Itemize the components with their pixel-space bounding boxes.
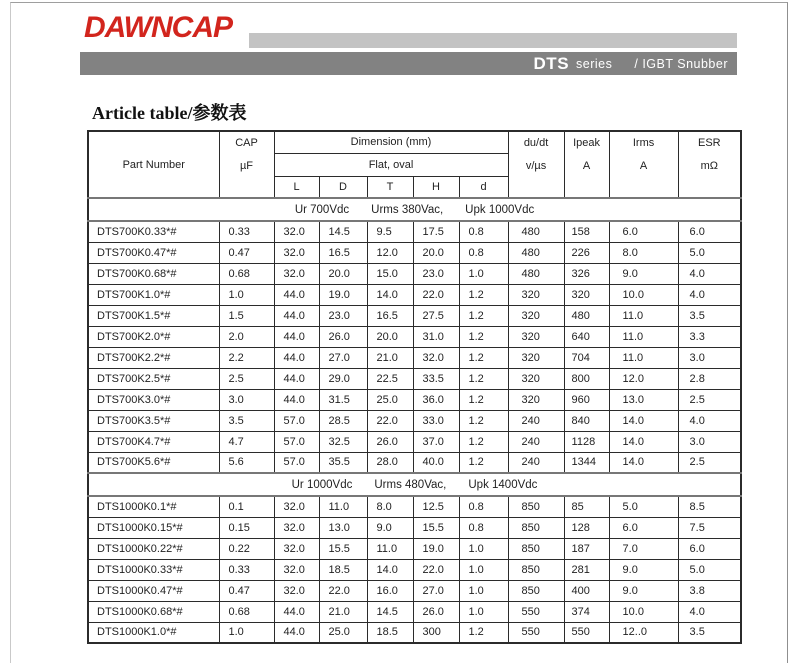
value-cell: 1.2 — [459, 389, 508, 410]
voltage-section-row — [88, 198, 741, 221]
value-cell: 480 — [508, 263, 564, 284]
value-cell: 33.0 — [413, 410, 459, 431]
table-row — [88, 431, 741, 452]
value-cell: 11.0 — [367, 538, 413, 559]
value-cell: 44.0 — [274, 368, 319, 389]
value-cell: 5.6 — [219, 452, 274, 473]
value-cell: 22.0 — [367, 410, 413, 431]
value-cell: 12.5 — [413, 496, 459, 517]
section-title-part: Upk 1400Vdc — [468, 478, 538, 491]
part-number-cell: DTS700K0.47*# — [88, 242, 219, 263]
value-cell: 1.2 — [459, 305, 508, 326]
value-cell: 2.5 — [219, 368, 274, 389]
part-number-cell: DTS1000K0.47*# — [88, 580, 219, 601]
value-cell: 850 — [508, 496, 564, 517]
section-title-part: Ur 1000Vdc — [291, 478, 353, 491]
value-cell: 22.0 — [319, 580, 367, 601]
part-number-cell: DTS700K4.7*# — [88, 431, 219, 452]
value-cell: 15.5 — [319, 538, 367, 559]
dudt-label: du/dt — [523, 137, 549, 149]
value-cell: 20.0 — [319, 263, 367, 284]
value-cell: 21.0 — [319, 601, 367, 622]
value-cell: 1.2 — [459, 410, 508, 431]
value-cell: 13.0 — [609, 389, 678, 410]
value-cell: 400 — [564, 580, 609, 601]
voltage-section-row — [88, 473, 741, 496]
value-cell: 0.8 — [459, 517, 508, 538]
value-cell: 32.0 — [274, 580, 319, 601]
value-cell: 281 — [564, 559, 609, 580]
value-cell: 1.2 — [459, 431, 508, 452]
col-header-ipeak — [564, 131, 609, 198]
ipeak-unit: A — [582, 159, 591, 172]
value-cell: 0.8 — [459, 221, 508, 242]
value-cell: 9.0 — [609, 580, 678, 601]
value-cell: 240 — [508, 431, 564, 452]
value-cell: 31.0 — [413, 326, 459, 347]
value-cell: 320 — [508, 368, 564, 389]
value-cell: 4.0 — [678, 263, 741, 284]
value-cell: 3.0 — [219, 389, 274, 410]
value-cell: 37.0 — [413, 431, 459, 452]
value-cell: 0.68 — [219, 601, 274, 622]
part-number-cell: DTS700K2.5*# — [88, 368, 219, 389]
value-cell: 2.0 — [219, 326, 274, 347]
value-cell: 240 — [508, 452, 564, 473]
value-cell: 4.0 — [678, 284, 741, 305]
part-number-cell: DTS1000K0.68*# — [88, 601, 219, 622]
value-cell: 40.0 — [413, 452, 459, 473]
value-cell: 26.0 — [413, 601, 459, 622]
value-cell: 14.0 — [367, 559, 413, 580]
value-cell: 5.0 — [678, 559, 741, 580]
series-word: series — [576, 56, 613, 71]
value-cell: 320 — [564, 284, 609, 305]
value-cell: 1.0 — [459, 538, 508, 559]
series-name: DTS — [533, 53, 570, 73]
col-header-cap — [219, 131, 274, 198]
value-cell: 550 — [564, 622, 609, 643]
value-cell: 850 — [508, 517, 564, 538]
table-row — [88, 263, 741, 284]
part-number-cell: DTS700K1.5*# — [88, 305, 219, 326]
value-cell: 1.2 — [459, 622, 508, 643]
value-cell: 1.0 — [459, 580, 508, 601]
value-cell: 326 — [564, 263, 609, 284]
value-cell: 57.0 — [274, 410, 319, 431]
value-cell: 0.33 — [219, 559, 274, 580]
value-cell: 22.0 — [413, 284, 459, 305]
value-cell: 1.5 — [219, 305, 274, 326]
esr-label: ESR — [697, 137, 721, 149]
value-cell: 1.2 — [459, 347, 508, 368]
series-title-bar — [80, 52, 737, 75]
value-cell: 25.0 — [319, 622, 367, 643]
value-cell: 1344 — [564, 452, 609, 473]
value-cell: 14.5 — [319, 221, 367, 242]
value-cell: 44.0 — [274, 284, 319, 305]
value-cell: 840 — [564, 410, 609, 431]
value-cell: 44.0 — [274, 347, 319, 368]
value-cell: 23.0 — [319, 305, 367, 326]
value-cell: 0.22 — [219, 538, 274, 559]
value-cell: 35.5 — [319, 452, 367, 473]
table-row — [88, 347, 741, 368]
value-cell: 6.0 — [609, 517, 678, 538]
value-cell: 320 — [508, 389, 564, 410]
value-cell: 5.0 — [678, 242, 741, 263]
value-cell: 640 — [564, 326, 609, 347]
table-row — [88, 496, 741, 517]
table-row — [88, 305, 741, 326]
value-cell: 27.5 — [413, 305, 459, 326]
col-header-flat-oval: Flat, oval — [274, 153, 508, 176]
value-cell: 4.0 — [678, 410, 741, 431]
col-header-H: H — [413, 176, 459, 198]
value-cell: 3.0 — [678, 347, 741, 368]
value-cell: 3.3 — [678, 326, 741, 347]
part-number-cell: DTS1000K1.0*# — [88, 622, 219, 643]
esr-unit: mΩ — [700, 159, 718, 172]
value-cell: 14.0 — [609, 452, 678, 473]
value-cell: 1.0 — [219, 622, 274, 643]
col-header-esr — [678, 131, 741, 198]
brand-logo: DAWNCAP — [84, 11, 232, 44]
value-cell: 1.0 — [459, 559, 508, 580]
cap-unit-top: CAP — [235, 137, 258, 149]
table-row — [88, 601, 741, 622]
value-cell: 0.47 — [219, 242, 274, 263]
value-cell: 0.1 — [219, 496, 274, 517]
value-cell: 11.0 — [319, 496, 367, 517]
value-cell: 300 — [413, 622, 459, 643]
dudt-unit: v/µs — [525, 159, 547, 172]
value-cell: 6.0 — [678, 221, 741, 242]
table-row — [88, 368, 741, 389]
value-cell: 44.0 — [274, 601, 319, 622]
value-cell: 57.0 — [274, 452, 319, 473]
table-row — [88, 517, 741, 538]
irms-label: Irms — [632, 137, 655, 149]
value-cell: 0.47 — [219, 580, 274, 601]
value-cell: 3.5 — [678, 622, 741, 643]
value-cell: 14.0 — [609, 431, 678, 452]
value-cell: 15.5 — [413, 517, 459, 538]
part-number-cell: DTS700K0.68*# — [88, 263, 219, 284]
part-number-cell: DTS700K3.0*# — [88, 389, 219, 410]
value-cell: 11.0 — [609, 347, 678, 368]
value-cell: 850 — [508, 559, 564, 580]
value-cell: 17.5 — [413, 221, 459, 242]
value-cell: 2.5 — [678, 452, 741, 473]
value-cell: 27.0 — [319, 347, 367, 368]
series-product: / IGBT Snubber — [634, 56, 728, 71]
value-cell: 11.0 — [609, 305, 678, 326]
page-title: Article table/参数表 — [92, 103, 247, 123]
value-cell: 25.0 — [367, 389, 413, 410]
section-title-part: Ur 700Vdc — [294, 203, 350, 216]
ipeak-label: Ipeak — [573, 137, 600, 149]
table-body — [88, 198, 741, 643]
value-cell: 0.68 — [219, 263, 274, 284]
value-cell: 22.5 — [367, 368, 413, 389]
irms-unit: A — [639, 159, 648, 172]
value-cell: 18.5 — [367, 622, 413, 643]
part-number-cell: DTS1000K0.33*# — [88, 559, 219, 580]
value-cell: 550 — [508, 622, 564, 643]
value-cell: 32.0 — [413, 347, 459, 368]
value-cell: 128 — [564, 517, 609, 538]
value-cell: 7.0 — [609, 538, 678, 559]
value-cell: 44.0 — [274, 326, 319, 347]
value-cell: 2.8 — [678, 368, 741, 389]
value-cell: 226 — [564, 242, 609, 263]
value-cell: 57.0 — [274, 431, 319, 452]
value-cell: 158 — [564, 221, 609, 242]
value-cell: 960 — [564, 389, 609, 410]
value-cell: 4.7 — [219, 431, 274, 452]
col-header-D: D — [319, 176, 367, 198]
value-cell: 44.0 — [274, 305, 319, 326]
value-cell: 9.0 — [367, 517, 413, 538]
value-cell: 10.0 — [609, 284, 678, 305]
value-cell: 18.5 — [319, 559, 367, 580]
value-cell: 480 — [508, 242, 564, 263]
value-cell: 320 — [508, 347, 564, 368]
value-cell: 1.2 — [459, 368, 508, 389]
value-cell: 26.0 — [319, 326, 367, 347]
value-cell: 3.0 — [678, 431, 741, 452]
col-header-d: d — [459, 176, 508, 198]
value-cell: 8.0 — [609, 242, 678, 263]
part-number-cell: DTS1000K0.22*# — [88, 538, 219, 559]
value-cell: 15.0 — [367, 263, 413, 284]
value-cell: 1.0 — [459, 263, 508, 284]
col-header-T: T — [367, 176, 413, 198]
value-cell: 31.5 — [319, 389, 367, 410]
part-number-cell: DTS1000K0.1*# — [88, 496, 219, 517]
value-cell: 8.0 — [367, 496, 413, 517]
table-row — [88, 559, 741, 580]
value-cell: 1.2 — [459, 326, 508, 347]
value-cell: 0.8 — [459, 496, 508, 517]
value-cell: 240 — [508, 410, 564, 431]
value-cell: 0.15 — [219, 517, 274, 538]
value-cell: 13.0 — [319, 517, 367, 538]
value-cell: 32.0 — [274, 263, 319, 284]
article-table — [87, 130, 742, 644]
value-cell: 28.5 — [319, 410, 367, 431]
table-row — [88, 221, 741, 242]
value-cell: 7.5 — [678, 517, 741, 538]
value-cell: 32.0 — [274, 242, 319, 263]
value-cell: 12.0 — [367, 242, 413, 263]
value-cell: 19.0 — [319, 284, 367, 305]
value-cell: 21.0 — [367, 347, 413, 368]
value-cell: 32.0 — [274, 221, 319, 242]
part-number-cell: DTS700K1.0*# — [88, 284, 219, 305]
value-cell: 3.5 — [678, 305, 741, 326]
value-cell: 12..0 — [609, 622, 678, 643]
value-cell: 4.0 — [678, 601, 741, 622]
table-header — [88, 131, 741, 198]
value-cell: 14.0 — [367, 284, 413, 305]
value-cell: 36.0 — [413, 389, 459, 410]
value-cell: 800 — [564, 368, 609, 389]
value-cell: 0.8 — [459, 242, 508, 263]
col-header-part-number: Part Number — [88, 131, 219, 198]
part-number-cell: DTS700K2.2*# — [88, 347, 219, 368]
value-cell: 850 — [508, 580, 564, 601]
value-cell: 16.0 — [367, 580, 413, 601]
value-cell: 16.5 — [319, 242, 367, 263]
table-row — [88, 538, 741, 559]
value-cell: 44.0 — [274, 622, 319, 643]
value-cell: 2.2 — [219, 347, 274, 368]
value-cell: 1.2 — [459, 284, 508, 305]
value-cell: 12.0 — [609, 368, 678, 389]
value-cell: 9.5 — [367, 221, 413, 242]
table-row — [88, 326, 741, 347]
value-cell: 320 — [508, 305, 564, 326]
value-cell: 6.0 — [609, 221, 678, 242]
value-cell: 32.0 — [274, 496, 319, 517]
value-cell: 320 — [508, 326, 564, 347]
table-row — [88, 580, 741, 601]
part-number-cell: DTS700K0.33*# — [88, 221, 219, 242]
value-cell: 3.5 — [219, 410, 274, 431]
value-cell: 6.0 — [678, 538, 741, 559]
value-cell: 33.5 — [413, 368, 459, 389]
value-cell: 1.2 — [459, 452, 508, 473]
value-cell: 23.0 — [413, 263, 459, 284]
value-cell: 550 — [508, 601, 564, 622]
section-title-part: Upk 1000Vdc — [465, 203, 535, 216]
value-cell: 0.33 — [219, 221, 274, 242]
value-cell: 187 — [564, 538, 609, 559]
value-cell: 1128 — [564, 431, 609, 452]
part-number-cell: DTS1000K0.15*# — [88, 517, 219, 538]
value-cell: 26.0 — [367, 431, 413, 452]
value-cell: 480 — [564, 305, 609, 326]
value-cell: 20.0 — [413, 242, 459, 263]
table-row — [88, 284, 741, 305]
value-cell: 1.0 — [219, 284, 274, 305]
table-row — [88, 622, 741, 643]
value-cell: 11.0 — [609, 326, 678, 347]
value-cell: 44.0 — [274, 389, 319, 410]
value-cell: 16.5 — [367, 305, 413, 326]
table-row — [88, 389, 741, 410]
col-header-L: L — [274, 176, 319, 198]
value-cell: 14.0 — [609, 410, 678, 431]
value-cell: 1.0 — [459, 601, 508, 622]
value-cell: 27.0 — [413, 580, 459, 601]
value-cell: 850 — [508, 538, 564, 559]
section-title-part: Urms 480Vac, — [374, 478, 447, 491]
col-header-dudt — [508, 131, 564, 198]
value-cell: 9.0 — [609, 559, 678, 580]
value-cell: 32.0 — [274, 559, 319, 580]
header-light-bar — [249, 33, 737, 48]
part-number-cell: DTS700K5.6*# — [88, 452, 219, 473]
value-cell: 32.0 — [274, 538, 319, 559]
value-cell: 20.0 — [367, 326, 413, 347]
value-cell: 480 — [508, 221, 564, 242]
value-cell: 22.0 — [413, 559, 459, 580]
value-cell: 29.0 — [319, 368, 367, 389]
value-cell: 32.5 — [319, 431, 367, 452]
value-cell: 2.5 — [678, 389, 741, 410]
value-cell: 14.5 — [367, 601, 413, 622]
value-cell: 85 — [564, 496, 609, 517]
value-cell: 8.5 — [678, 496, 741, 517]
value-cell: 320 — [508, 284, 564, 305]
value-cell: 3.8 — [678, 580, 741, 601]
col-header-dimension: Dimension (mm) — [274, 131, 508, 153]
part-number-cell: DTS700K3.5*# — [88, 410, 219, 431]
table-row — [88, 410, 741, 431]
table-row — [88, 452, 741, 473]
value-cell: 19.0 — [413, 538, 459, 559]
value-cell: 32.0 — [274, 517, 319, 538]
part-number-cell: DTS700K2.0*# — [88, 326, 219, 347]
cap-unit-bottom: µF — [239, 159, 254, 172]
value-cell: 10.0 — [609, 601, 678, 622]
table-row — [88, 242, 741, 263]
section-title-part: Urms 380Vac, — [371, 203, 444, 216]
value-cell: 374 — [564, 601, 609, 622]
value-cell: 28.0 — [367, 452, 413, 473]
value-cell: 704 — [564, 347, 609, 368]
value-cell: 5.0 — [609, 496, 678, 517]
col-header-irms — [609, 131, 678, 198]
value-cell: 9.0 — [609, 263, 678, 284]
